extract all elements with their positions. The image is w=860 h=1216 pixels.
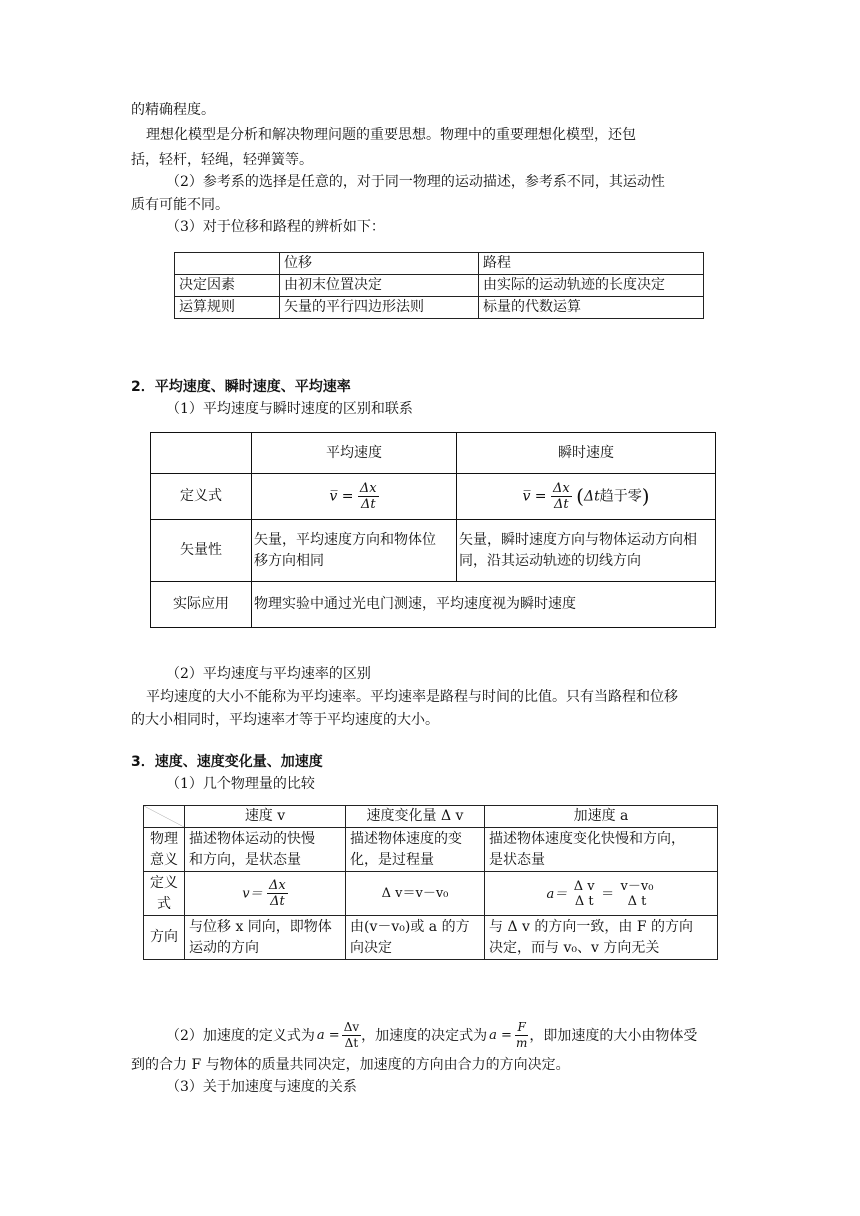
cell-line: 是状态量 [489, 851, 545, 868]
table-row [151, 520, 716, 582]
cell-line: 向决定 [350, 939, 392, 956]
table-cell [151, 433, 252, 474]
diagonal-header-cell [144, 806, 185, 828]
table-cell [457, 520, 716, 582]
table-header-cell: 路程 [479, 253, 704, 275]
table-cell: 标量的代数运算 [479, 297, 704, 319]
cell-line: 和方向，是状态量 [189, 851, 301, 868]
paragraph-line: 括，轻杆，轻绳，轻弹簧等。 [131, 152, 313, 168]
cell-line: 决定，而与 v₀、v 方向无关 [489, 939, 660, 956]
paragraph-line: 到的合力 F 与物体的质量共同决定，加速度的方向由合力的方向决定。 [131, 1057, 570, 1073]
table-cell [185, 916, 346, 960]
table-cell [346, 916, 485, 960]
cell-line: 化，是过程量 [350, 851, 434, 868]
table-cell [144, 828, 185, 872]
cell-line: 与位移 x 同向，即物体 [189, 918, 332, 935]
equals-sign: ＝ [601, 886, 615, 902]
avg-velocity-formula [252, 474, 457, 520]
table-cell [185, 828, 346, 872]
table-cell: 决定因素 [175, 275, 280, 297]
fraction [358, 481, 379, 512]
table-row [151, 474, 716, 520]
table-cell: 物理实验中通过光电门测速，平均速度视为瞬时速度 [252, 582, 716, 628]
table-row [175, 275, 704, 297]
fraction-denominator: m [515, 1036, 528, 1050]
section-heading: 2．平均速度、瞬时速度、平均速率 [131, 379, 351, 395]
formula-lhs: a = [489, 1027, 512, 1043]
paragraph-line: 的大小相同时，平均速率才等于平均速度的大小。 [131, 712, 439, 728]
table-row [175, 253, 704, 275]
table-cell [346, 828, 485, 872]
fraction [514, 1020, 529, 1051]
table-cell: 矢量性 [151, 520, 252, 582]
fraction [267, 878, 288, 909]
diagonal-line [144, 806, 184, 827]
acceleration-formula [485, 872, 718, 916]
cell-line: 物理 [150, 830, 178, 847]
fraction-denominator: Δ t [627, 893, 647, 909]
inst-velocity-formula [457, 474, 716, 520]
paragraph-line [166, 1020, 697, 1051]
cell-line: 意义 [150, 851, 178, 868]
text-run: ，加速度的决定式为 [361, 1027, 488, 1044]
table-cell: 运算规则 [175, 297, 280, 319]
cell-line: 描述物体速度变化快慢和方向， [489, 830, 685, 847]
cell-line: 矢量，平均速度方向和物体位 [254, 531, 436, 548]
fraction [342, 1020, 361, 1051]
table-row [151, 433, 716, 474]
fraction-denominator: Δt [360, 497, 376, 512]
cell-line: 与 Δ v 的方向一致，由 F 的方向 [489, 918, 693, 935]
delta-t-label: Δt [583, 488, 600, 505]
table-header-cell: 平均速度 [252, 433, 457, 474]
table-cell: 由实际的运动轨迹的长度决定 [479, 275, 704, 297]
fraction-numerator: Δv [343, 1020, 360, 1034]
table-row [144, 828, 718, 872]
fraction-denominator: Δt [344, 1036, 359, 1050]
table-row [144, 916, 718, 960]
section-heading: 3．速度、速度变化量、加速度 [131, 754, 323, 770]
table-cell: 实际应用 [151, 582, 252, 628]
velocity-comparison-table [150, 432, 716, 628]
table-header-cell: 瞬时速度 [457, 433, 716, 474]
table-header-cell: 速度 v [185, 806, 346, 828]
paragraph-line: （3）对于位移和路程的辨析如下： [166, 219, 385, 235]
velocity-formula [185, 872, 346, 916]
text-run: ，即加速度的大小由物体受 [529, 1027, 698, 1044]
table-cell [485, 828, 718, 872]
fraction-numerator: Δ v [573, 878, 595, 894]
table-cell: 定义式 [151, 474, 252, 520]
paren-close: ) [641, 484, 650, 508]
velocity-change-formula: Δ v＝v－v₀ [346, 872, 485, 916]
formula-lhs: v＝ [242, 886, 263, 902]
paragraph-line: （2）参考系的选择是任意的，对于同一物理的运动描述，参考系不同，其运动性 [166, 174, 665, 190]
displacement-distance-table [174, 252, 704, 319]
table-cell [175, 253, 280, 275]
subsection-heading: （2）平均速度与平均速率的区别 [166, 666, 371, 682]
cell-line: 矢量，瞬时速度方向与物体运动方向相 [459, 531, 697, 548]
cell-line: 运动的方向 [189, 939, 259, 956]
cell-line: 移方向相同 [254, 552, 324, 569]
quantity-comparison-table [143, 805, 718, 960]
paragraph-line: 理想化模型是分析和解决物理问题的重要思想。物理中的重要理想化模型，还包 [146, 127, 636, 143]
fraction-numerator: Δx [359, 481, 377, 496]
table-row [175, 297, 704, 319]
fraction-numerator: v－v₀ [620, 878, 654, 894]
paragraph-line: 质有可能不同。 [131, 197, 229, 213]
formula-lhs: a＝ [546, 886, 568, 902]
paragraph-line: 的精确程度。 [131, 102, 215, 118]
formula-lhs: v̅ = [329, 488, 354, 505]
table-row [144, 806, 718, 828]
fraction-numerator: Δx [269, 878, 286, 893]
table-row [151, 582, 716, 628]
fraction-denominator: Δt [270, 894, 285, 909]
table-header-cell: 速度变化量 Δ v [346, 806, 485, 828]
cell-line: 描述物体运动的快慢 [189, 830, 315, 847]
table-row [144, 872, 718, 916]
subsection-heading: （1）几个物理量的比较 [166, 776, 315, 792]
cell-line: 同，沿其运动轨迹的切线方向 [459, 552, 641, 569]
fraction-denominator: Δ t [574, 893, 594, 909]
fraction [551, 481, 572, 512]
paren-open: ( [576, 484, 584, 508]
table-header-cell: 位移 [280, 253, 479, 275]
table-cell: 由初末位置决定 [280, 275, 479, 297]
fraction-numerator: Δx [552, 481, 570, 496]
paragraph-line: 平均速度的大小不能称为平均速率。平均速率是路程与时间的比值。只有当路程和位移 [146, 689, 678, 705]
fraction [572, 879, 597, 909]
cell-line: 描述物体速度的变 [350, 830, 462, 847]
table-cell: 矢量的平行四边形法则 [280, 297, 479, 319]
formula-lhs: a = [316, 1027, 340, 1043]
fraction [619, 879, 656, 909]
table-cell [144, 872, 185, 916]
table-cell [252, 520, 457, 582]
cell-line: 由(v－v₀)或 a 的方 [350, 918, 470, 935]
formula-lhs: v̅ = [522, 488, 547, 505]
table-header-cell: 加速度 a [485, 806, 718, 828]
table-cell: 方向 [144, 916, 185, 960]
fraction-denominator: Δt [554, 497, 569, 512]
cell-line: 式 [157, 895, 171, 912]
limit-note: 趋于零 [599, 488, 642, 505]
subsection-heading: （1）平均速度与瞬时速度的区别和联系 [166, 401, 413, 417]
table-cell [485, 916, 718, 960]
text-run: （2）加速度的定义式为 [166, 1027, 315, 1044]
subsection-heading: （3）关于加速度与速度的关系 [166, 1079, 357, 1095]
fraction-numerator: F [517, 1020, 526, 1034]
cell-line: 定义 [150, 874, 178, 891]
